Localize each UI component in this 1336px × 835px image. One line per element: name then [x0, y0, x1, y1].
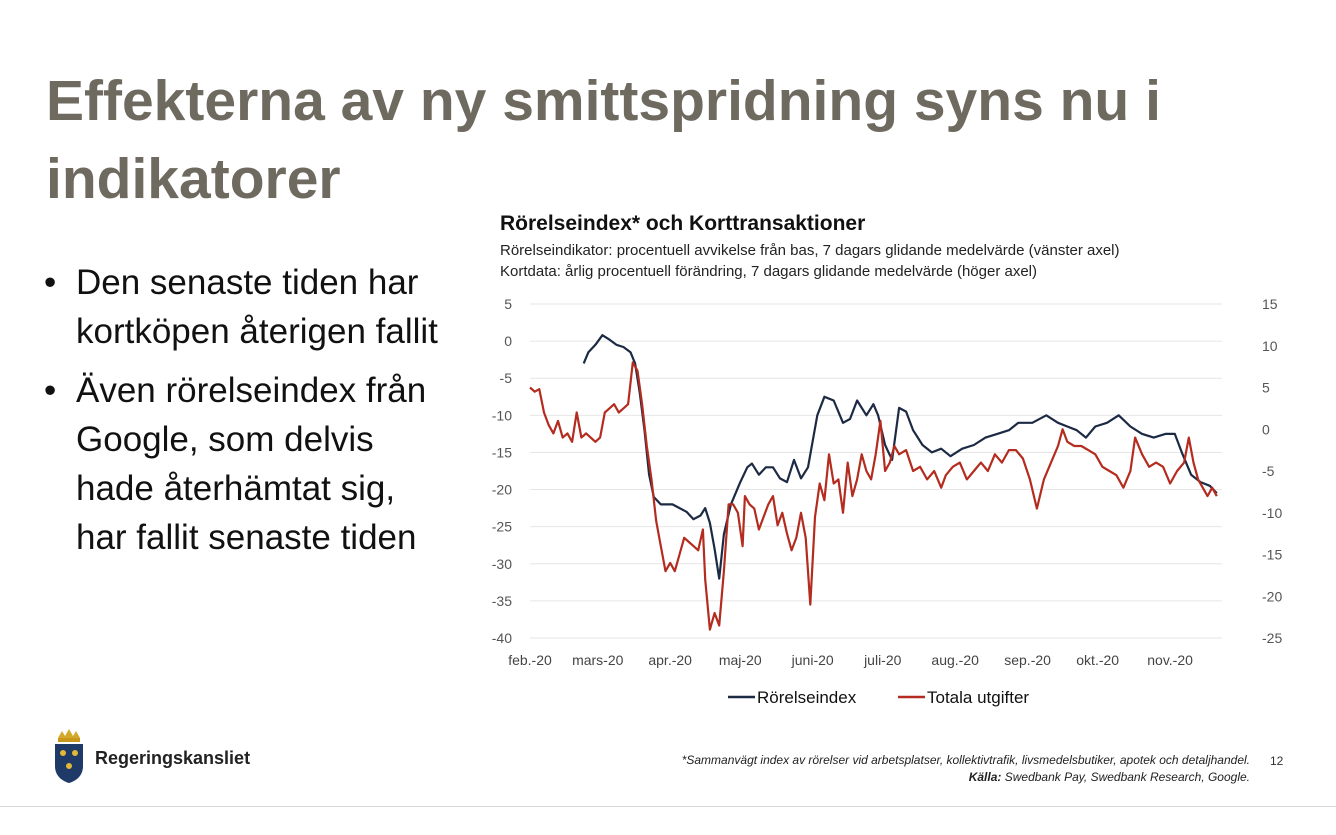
- legend-label: Rörelseindex: [757, 688, 857, 707]
- y-left-tick-label: 5: [504, 296, 512, 312]
- chart-title: Rörelseindex* och Korttransaktioner: [500, 212, 866, 235]
- page-number: 12: [1270, 754, 1284, 768]
- crown-shield-logo: [52, 728, 86, 784]
- y-right-tick-label: -5: [1262, 463, 1275, 479]
- y-left-tick-label: -20: [491, 481, 512, 498]
- bullet-dot-icon: •: [44, 371, 57, 410]
- y-right-tick-label: 0: [1262, 421, 1270, 438]
- x-tick-label: feb.-20: [508, 652, 552, 668]
- x-tick-label: mars-20: [572, 652, 624, 668]
- bullet-text: Även rörelseindex från Google, som delvis hade återhämtat sig, har fallit senaste tiden: [76, 371, 427, 557]
- x-tick-label: apr.-20: [648, 652, 692, 668]
- x-tick-label: sep.-20: [1004, 652, 1051, 668]
- x-tick-label: juni-20: [791, 652, 834, 668]
- x-tick-label: okt.-20: [1076, 652, 1120, 668]
- x-tick-label: nov.-20: [1147, 652, 1193, 668]
- y-left-tick-label: -15: [491, 444, 512, 461]
- y-left-tick-label: -25: [491, 518, 512, 535]
- y-right-tick-label: 10: [1262, 337, 1278, 354]
- y-left-tick-label: -30: [491, 555, 512, 572]
- chart-subtitle-right-axis: Kortdata: årlig procentuell förändring, 7 dagars glidande medelvärde (höger axel): [500, 263, 1037, 280]
- y-left-tick-label: -35: [491, 592, 512, 609]
- bottom-divider: [0, 806, 1336, 807]
- source-label: Källa:: [968, 770, 1002, 784]
- series-line-totala-utgifter: [530, 362, 1217, 629]
- y-right-tick-label: -10: [1262, 504, 1283, 521]
- y-right-tick-label: 5: [1262, 379, 1270, 396]
- footnote-text: *Sammanvägt index av rörelser vid arbetsplatser, kollektivtrafik, livsmedelsbutiker, apotek och detaljhandel.: [681, 753, 1250, 767]
- chart-subtitle-left-axis: Rörelseindikator: procentuell avvikelse från bas, 7 dagars glidande medelvärde (vänster axel): [500, 242, 1120, 259]
- y-left-tick-label: -5: [499, 370, 512, 387]
- bullet-dot-icon: •: [44, 263, 57, 302]
- org-name: Regeringskansliet: [95, 748, 251, 768]
- y-right-tick-label: -20: [1262, 588, 1283, 605]
- legend-label: Totala utgifter: [927, 688, 1030, 707]
- x-tick-label: maj-20: [718, 652, 762, 668]
- y-right-tick-label: -15: [1262, 546, 1283, 563]
- y-left-tick-label: -10: [491, 407, 512, 424]
- y-right-tick-label: -25: [1262, 630, 1283, 646]
- bullet-text: Den senaste tiden har kortköpen återigen fallit: [76, 263, 438, 351]
- y-left-tick-label: 0: [504, 333, 512, 350]
- y-left-tick-label: -40: [491, 630, 512, 646]
- source-text: Swedbank Pay, Swedbank Research, Google.: [1001, 770, 1250, 784]
- footnote: [682, 752, 1250, 786]
- slide-title: Effekterna av ny smittspridning syns nu i indikatorer: [46, 69, 1161, 211]
- series-line-rörelseindex: [584, 335, 1217, 578]
- x-tick-label: aug.-20: [931, 652, 979, 668]
- x-tick-label: juli-20: [864, 652, 902, 668]
- y-right-tick-label: 15: [1262, 296, 1278, 312]
- source-line: [682, 769, 1250, 786]
